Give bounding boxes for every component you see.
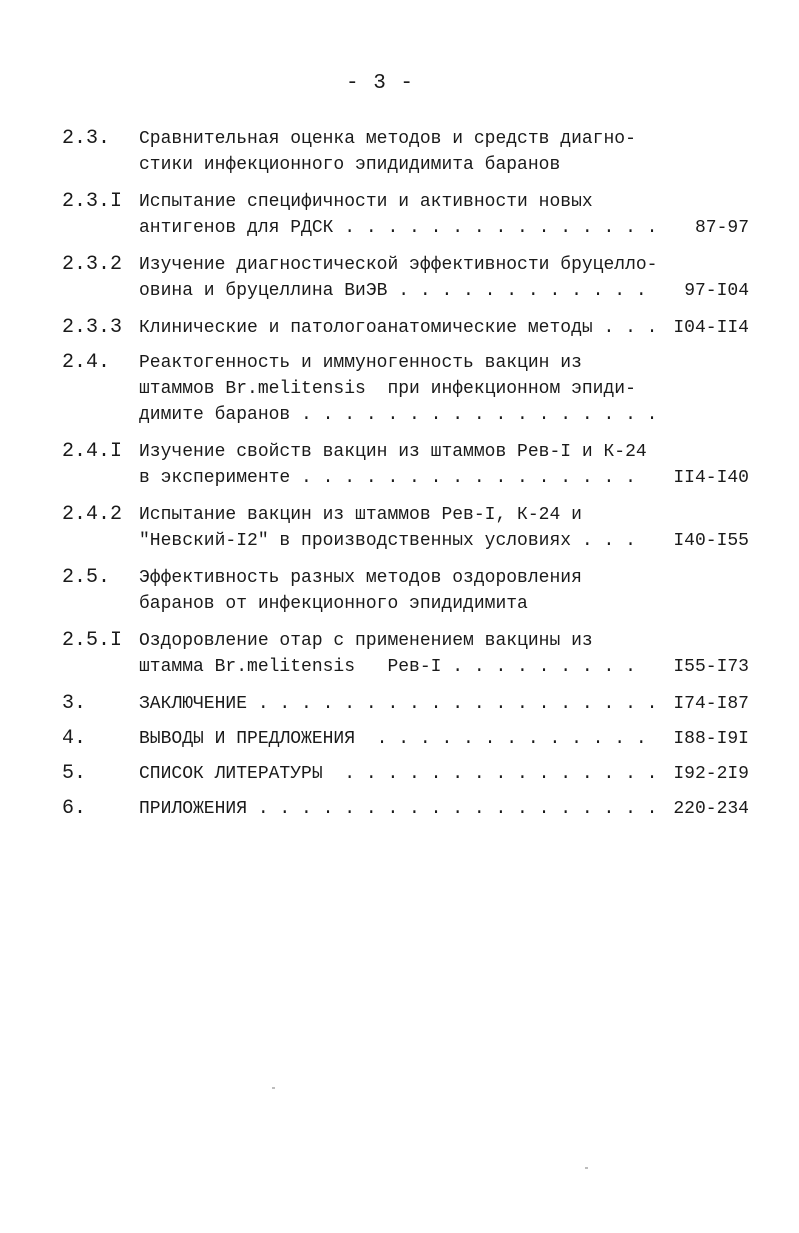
toc-entry-number: 5. bbox=[62, 762, 87, 785]
toc-entry-line-text: овина и бруцеллина ВиЭВ . . . . . . . . . . . . bbox=[139, 281, 647, 301]
toc-entry-number: 2.5.I bbox=[62, 629, 123, 652]
page-number: - 3 - bbox=[345, 72, 414, 95]
toc-entry-pages: 220-234 bbox=[673, 799, 749, 819]
toc-entry-number: 6. bbox=[62, 797, 87, 820]
toc-entry-title bbox=[139, 252, 749, 304]
toc-entry-line-text: ЗАКЛЮЧЕНИЕ . . . . . . . . . . . . . . . . . . . bbox=[139, 694, 658, 714]
table-of-contents bbox=[0, 126, 799, 831]
toc-entry-line-text: ПРИЛОЖЕНИЯ . . . . . . . . . . . . . . . . . . . bbox=[139, 799, 658, 819]
toc-entry-title bbox=[139, 796, 749, 822]
toc-entry-line-text: Сравнительная оценка методов и средств диагно- bbox=[139, 129, 636, 149]
toc-entry-number: 2.4.I bbox=[62, 440, 123, 463]
toc-entry-number: 2.3.2 bbox=[62, 253, 123, 276]
toc-entry bbox=[0, 796, 799, 822]
toc-entry-title bbox=[139, 565, 749, 617]
toc-entry bbox=[0, 502, 799, 554]
toc-entry-number: 2.3.3 bbox=[62, 316, 123, 339]
toc-entry-pages: I88-I9I bbox=[673, 729, 749, 749]
toc-entry-line bbox=[139, 350, 749, 376]
toc-entry bbox=[0, 315, 799, 341]
toc-entry-title bbox=[139, 439, 749, 491]
toc-entry-line-text: штамма Br.melitensis Рев-I . . . . . . . . . bbox=[139, 657, 636, 677]
toc-entry bbox=[0, 350, 799, 428]
toc-entry bbox=[0, 761, 799, 787]
toc-entry-line bbox=[139, 528, 749, 554]
toc-entry-line-text: Оздоровление отар с применением вакцины из bbox=[139, 631, 593, 651]
toc-entry-number: 2.5. bbox=[62, 566, 111, 589]
scan-speck bbox=[272, 1087, 275, 1089]
toc-entry-title bbox=[139, 761, 749, 787]
toc-entry-line bbox=[139, 278, 749, 304]
toc-entry-title bbox=[139, 126, 749, 178]
toc-entry-line bbox=[139, 654, 749, 680]
toc-entry-line-text: антигенов для РДСК . . . . . . . . . . . . . . . bbox=[139, 218, 658, 238]
toc-entry-number: 2.4. bbox=[62, 351, 111, 374]
toc-entry-line bbox=[139, 152, 749, 178]
toc-entry-line bbox=[139, 215, 749, 241]
toc-entry-number: 2.3. bbox=[62, 127, 111, 150]
toc-entry-pages: II4-I40 bbox=[673, 468, 749, 488]
toc-entry-line-text: Испытание специфичности и активности новых bbox=[139, 192, 593, 212]
toc-entry-line-text: стики инфекционного эпидидимита баранов bbox=[139, 155, 561, 175]
toc-entry-line bbox=[139, 796, 749, 822]
toc-entry bbox=[0, 252, 799, 304]
toc-entry-pages: I55-I73 bbox=[673, 657, 749, 677]
toc-entry-line bbox=[139, 726, 749, 752]
toc-entry-line-text: баранов от инфекционного эпидидимита bbox=[139, 594, 528, 614]
toc-entry bbox=[0, 189, 799, 241]
toc-entry-number: 4. bbox=[62, 727, 87, 750]
toc-entry-line-text: Реактогенность и иммуногенность вакцин из bbox=[139, 353, 582, 373]
toc-entry-title bbox=[139, 691, 749, 717]
toc-entry-line bbox=[139, 691, 749, 717]
toc-entry-line-text: Клинические и патологоанатомические методы . . . bbox=[139, 318, 658, 338]
toc-entry-line-text: Изучение свойств вакцин из штаммов Рев-I и К-24 bbox=[139, 442, 647, 462]
toc-entry-line-text: в эксперименте . . . . . . . . . . . . . . . . bbox=[139, 468, 636, 488]
toc-entry-pages: I74-I87 bbox=[673, 694, 749, 714]
toc-entry-pages: I04-II4 bbox=[673, 318, 749, 338]
toc-entry-number: 2.4.2 bbox=[62, 503, 123, 526]
toc-entry-line bbox=[139, 402, 749, 428]
toc-entry-title bbox=[139, 350, 749, 428]
toc-entry-line bbox=[139, 439, 749, 465]
toc-entry-pages: I40-I55 bbox=[673, 531, 749, 551]
toc-entry-line-text: ВЫВОДЫ И ПРЕДЛОЖЕНИЯ . . . . . . . . . . . . . bbox=[139, 729, 647, 749]
toc-entry-line bbox=[139, 376, 749, 402]
toc-entry bbox=[0, 439, 799, 491]
toc-entry-line bbox=[139, 315, 749, 341]
toc-entry-title bbox=[139, 502, 749, 554]
toc-entry-title bbox=[139, 189, 749, 241]
toc-entry-line-text: СПИСОК ЛИТЕРАТУРЫ . . . . . . . . . . . . . . . bbox=[139, 764, 658, 784]
toc-entry-line bbox=[139, 502, 749, 528]
toc-entry-line-text: "Невский-I2" в производственных условиях . . . bbox=[139, 531, 636, 551]
scan-speck bbox=[585, 1167, 588, 1169]
toc-entry-line-text: димите баранов . . . . . . . . . . . . . . . . . bbox=[139, 405, 658, 425]
toc-entry-line bbox=[139, 761, 749, 787]
toc-entry bbox=[0, 565, 799, 617]
toc-entry-line bbox=[139, 591, 749, 617]
toc-entry-line bbox=[139, 628, 749, 654]
toc-entry-title bbox=[139, 726, 749, 752]
toc-entry-line bbox=[139, 189, 749, 215]
toc-entry-line bbox=[139, 252, 749, 278]
toc-entry bbox=[0, 726, 799, 752]
toc-entry-line-text: штаммов Br.melitensis при инфекционном эпиди- bbox=[139, 379, 636, 399]
toc-entry bbox=[0, 126, 799, 178]
toc-entry-pages: 87-97 bbox=[694, 218, 749, 238]
toc-entry-title bbox=[139, 315, 749, 341]
toc-entry-number: 2.3.I bbox=[62, 190, 123, 213]
toc-entry-line-text: Изучение диагностической эффективности бруцелло- bbox=[139, 255, 658, 275]
toc-entry-pages: 97-I04 bbox=[684, 281, 749, 301]
toc-entry-title bbox=[139, 628, 749, 680]
toc-entry-line-text: Испытание вакцин из штаммов Рев-I, К-24 и bbox=[139, 505, 582, 525]
toc-entry-line bbox=[139, 565, 749, 591]
toc-entry-pages: I92-2I9 bbox=[673, 764, 749, 784]
toc-entry-line bbox=[139, 465, 749, 491]
toc-entry-number: 3. bbox=[62, 692, 87, 715]
toc-entry bbox=[0, 691, 799, 717]
toc-entry-line bbox=[139, 126, 749, 152]
toc-entry bbox=[0, 628, 799, 680]
toc-entry-line-text: Эффективность разных методов оздоровления bbox=[139, 568, 582, 588]
